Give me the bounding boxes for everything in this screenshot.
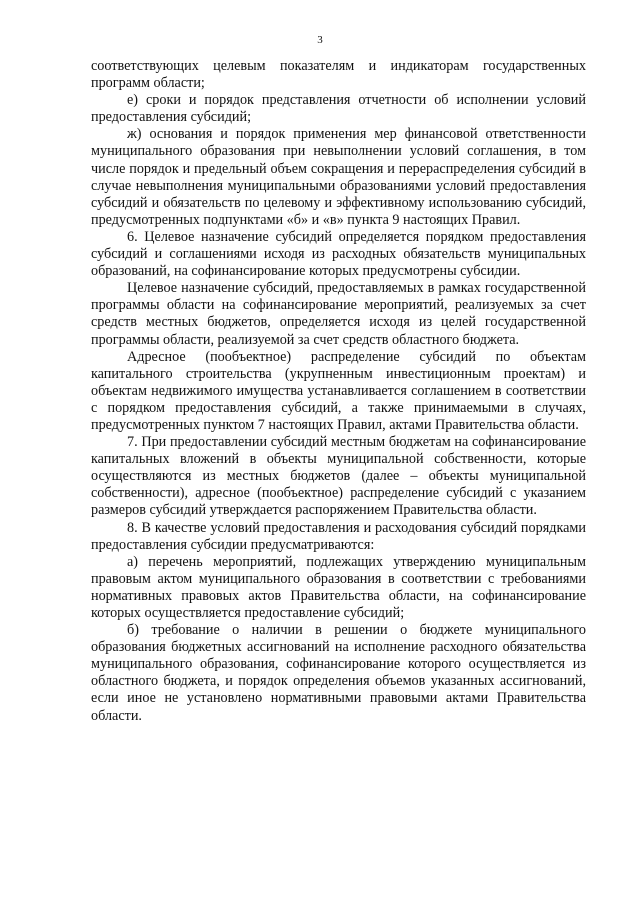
page-number: 3 bbox=[317, 34, 323, 46]
paragraph-continuation: соответствующих целевым показателям и индикаторам государственных программ области; bbox=[91, 58, 586, 92]
paragraph-subitem-a: а) перечень мероприятий, подлежащих утверждению муниципальным правовым актом муниципального образования в соответствии с требованиями нормативных правовых актов Правительства области, на софинансирование которых осуществляется предоставление субсидий; bbox=[91, 553, 586, 621]
paragraph-item-6: 6. Целевое назначение субсидий определяется порядком предоставления субсидий и соглашениями исходя из расходных обязательств муниципальных образований, на софинансирование которых предусмотрены субсидии. bbox=[91, 228, 586, 280]
paragraph-target-purpose: Целевое назначение субсидий, предоставляемых в рамках государственной программы области на софинансирование мероприятий, реализуемых за счет средств местных бюджетов, определяется исходя из целей государственной программы области, реализуемой за счет средств областного бюджета. bbox=[91, 280, 586, 348]
paragraph-item-7: 7. При предоставлении субсидий местным бюджетам на софинансирование капитальных вложений в объекты муниципальной собственности, которые осуществляются из местных бюджетов (далее – объекты муниципальной собственности), адресное (пообъектное) распределение субсидий с указанием размеров субсидий утверждается распоряжением Правительства области. bbox=[91, 434, 586, 519]
document-body bbox=[91, 58, 586, 725]
paragraph-subitem-b: б) требование о наличии в решении о бюджете муниципального образования бюджетных ассигнований на исполнение расходного обязательства муниципального образования, софинансирование которого осуществляется из областного бюджета, и порядок определения объемов указанных ассигнований, если иное не установлено нормативными правовыми актами Правительства области. bbox=[91, 622, 586, 724]
paragraph-subitem-zh: ж) основания и порядок применения мер финансовой ответственности муниципального образования при невыполнении условий соглашения, в том числе порядок и предельный объем сокращения и перераспределения субсидий в случае невыполнения муниципальными образованиями условий предоставления субсидий и обязательств по целевому и эффективному использованию субсидий, предусмотренных подпунктами «б» и «в» пункта 9 настоящих Правил. bbox=[91, 126, 586, 228]
paragraph-item-8: 8. В качестве условий предоставления и расходования субсидий порядками предоставления субсидии предусматриваются: bbox=[91, 519, 586, 553]
paragraph-address-distribution: Адресное (пообъектное) распределение субсидий по объектам капитального строительства (укрупненным инвестиционным проектам) и объектам недвижимого имущества устанавливается соглашением в соответствии с порядком предоставления субсидий, а также принимаемыми в случаях, предусмотренных пунктом 7 настоящих Правил, актами Правительства области. bbox=[91, 348, 586, 433]
paragraph-subitem-e: е) сроки и порядок представления отчетности об исполнении условий предоставления субсидий; bbox=[91, 92, 586, 126]
